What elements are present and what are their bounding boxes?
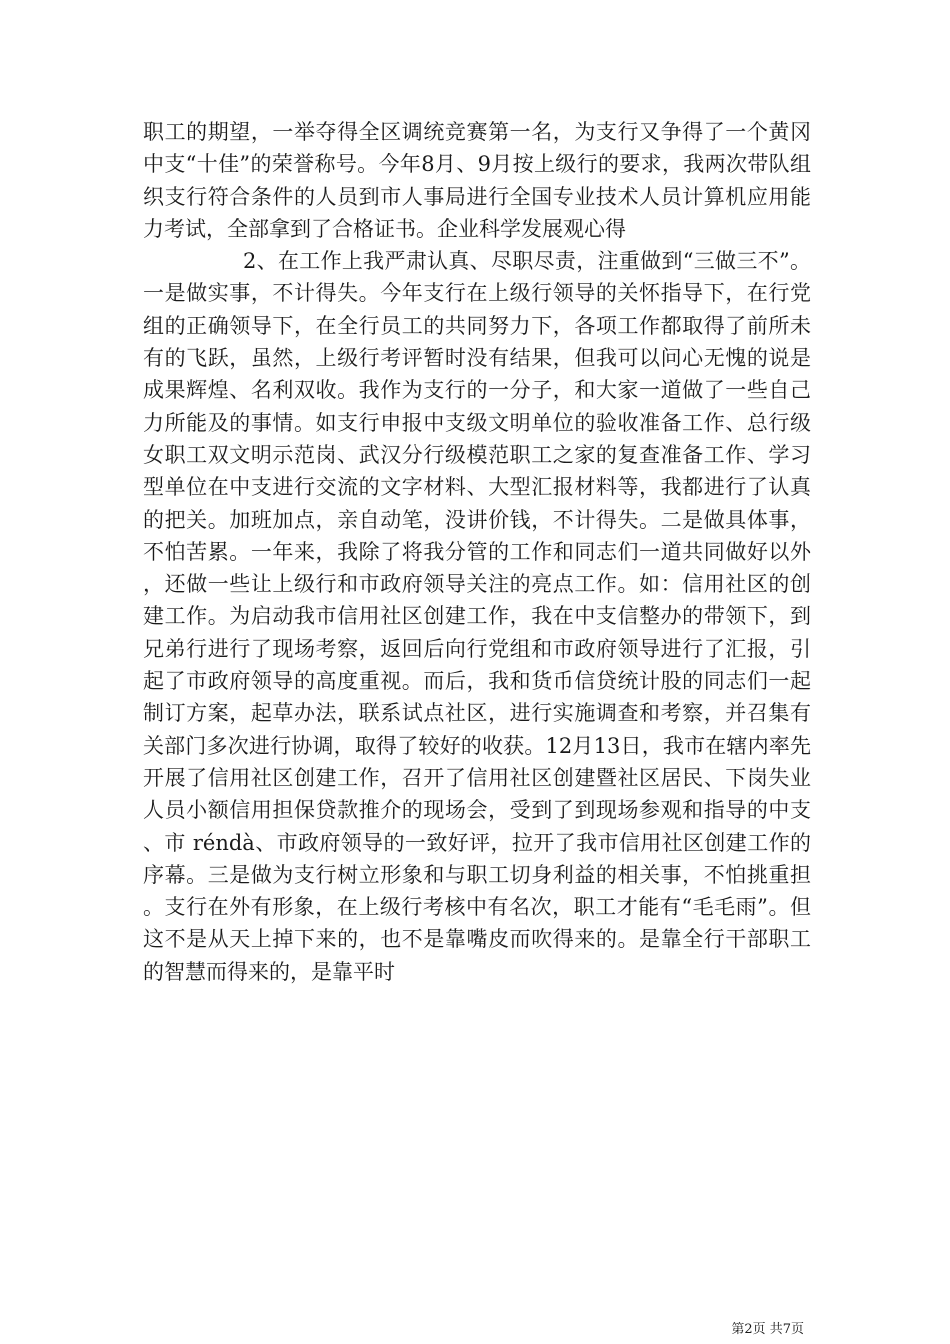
document-body <box>143 116 811 988</box>
paragraph-1: 职工的期望，一举夺得全区调统竞赛第一名，为支行又争得了一个黄冈中支“十佳”的荣誉称号。今年8月、9月按上级行的要求，我两次带队组织支行符合条件的人员到市人事局进行全国专业技术人员计算机应用能力考试，全部拿到了合格证书。企业科学发展观心得 <box>143 120 811 241</box>
page-number: 第2页 共7页 <box>731 1322 804 1337</box>
paragraph-2: 2、在工作上我严肃认真、尽职尽责，注重做到“三做三不”。一是做实事，不计得失。今年支行在上级行领导的关怀指导下，在行党组的正确领导下，在全行员工的共同努力下，各项工作都取得了前所未有的飞跃，虽然，上级行考评暂时没有结果，但我可以问心无愧的说是成果辉煌、名利双收。我作为支行的一分子，和大家一道做了一些自己力所能及的事情。如支行申报中支级文明单位的验收准备工作、总行级女职工双文明示范岗、武汉分行级模范职工之家的复查准备工作、学习型单位在中支进行交流的文字材料、大型汇报材料等，我都进行了认真的把关。加班加点，亲自动笔，没讲价钱，不计得失。二是做具体事，不怕苦累。一年来，我除了将我分管的工作和同志们一道共同做好以外，还做一些让上级行和市政府领导关注的亮点工作。如：信用社区的创建工作。为启动我市信用社区创建工作，我在中支信整办的带领下，到兄弟行进行了现场考察，返回后向行党组和市政府领导进行了汇报，引起了市政府领导的高度重视。而后，我和货币信贷统计股的同志们一起制订方案，起草办法，联系试点社区，进行实施调查和考察，并召集有关部门多次进行协调，取得了较好的收获。12月13日，我市在辖内率先开展了信用社区创建工作，召开了信用社区创建暨社区居民、下岗失业人员小额信用担保贷款推介的现场会，受到了到现场参观和指导的中支、市 réndà、市政府领导的一致好评，拉开了我市信用社区创建工作的序幕。三是做为支行树立形象和与职工切身利益的相关事，不怕挑重担。支行在外有形象，在上级行考核中有名次，职工才能有“毛毛雨”。但这不是从天上掉下来的，也不是靠嘴皮而吹得来的。是靠全行干部职工的智慧而得来的，是靠平时 <box>143 249 811 984</box>
